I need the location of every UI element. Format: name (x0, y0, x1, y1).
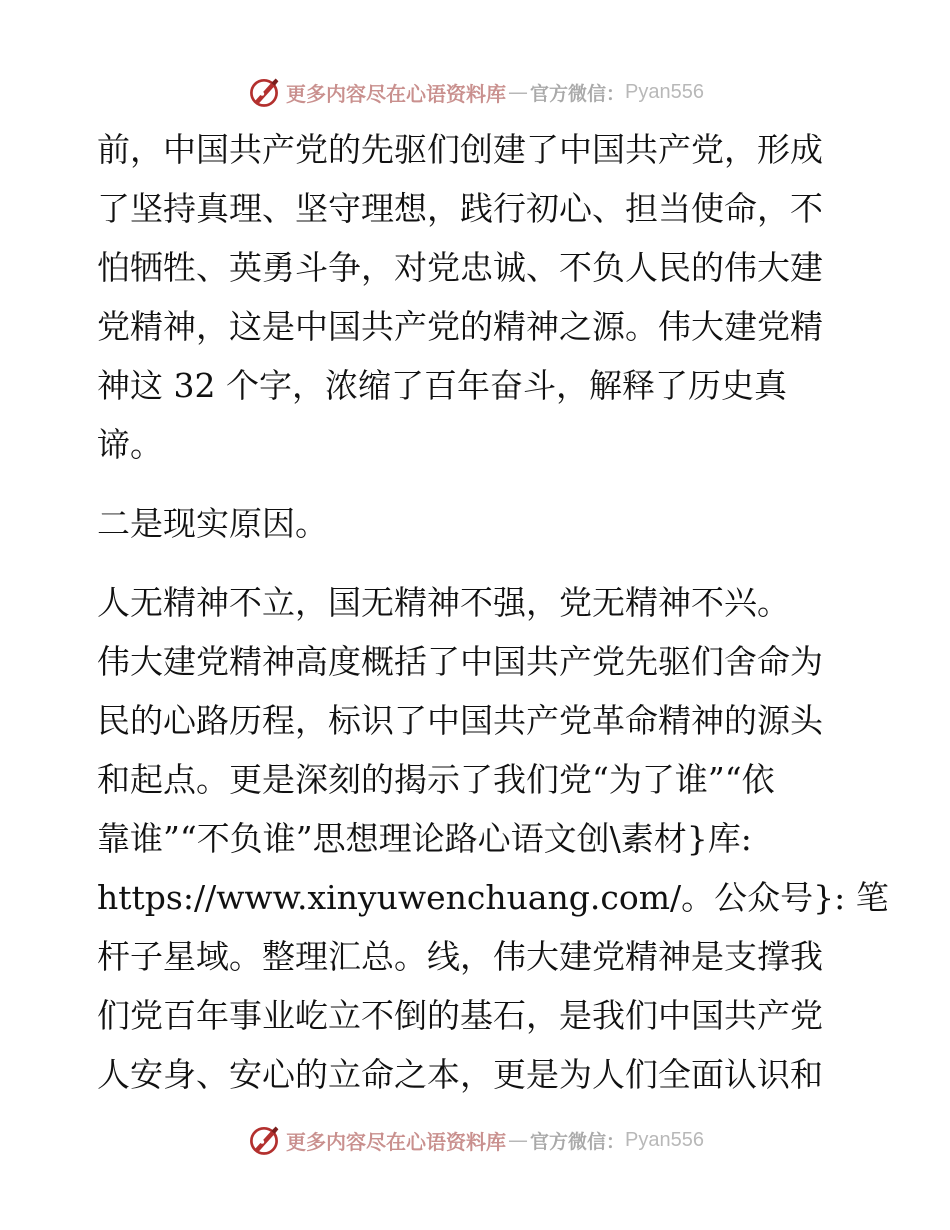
watermark-text: 更多内容尽在心语资料库 (286, 81, 506, 106)
text-line: 杆子星域。整理汇总。线，伟大建党精神是支撑我 (97, 937, 823, 976)
text-line: 党精神，这是中国共产党的精神之源。伟大建党精 (97, 307, 823, 346)
pen-logo-icon (246, 74, 282, 110)
paragraph-gap (97, 474, 857, 494)
text-line: 民的心路历程，标识了中国共产党革命精神的源头 (97, 701, 823, 740)
watermark-wechat-label: 官方微信： (530, 1130, 626, 1153)
paragraph-gap (97, 553, 857, 573)
text-line: 们党百年事业屹立不倒的基石，是我们中国共产党 (97, 996, 823, 1035)
text-line: 谛。 (97, 425, 163, 464)
watermark-dash: — (508, 1128, 528, 1152)
pen-logo-icon (246, 1122, 282, 1158)
text-line: 靠谁”“不负谁”思想理论路心语文创\素材}库: (97, 819, 752, 858)
text-line: 前，中国共产党的先驱们创建了中国共产党，形成 (97, 130, 823, 169)
watermark-wechat-id: Pyan556 (625, 1128, 704, 1151)
header-watermark (0, 72, 950, 112)
watermark-dash: — (508, 80, 528, 104)
text-line: 人安身、安心的立命之本，更是为人们全面认识和 (97, 1055, 823, 1094)
section-heading (97, 494, 857, 553)
text-line: 怕牺牲、英勇斗争，对党忠诚、不负人民的伟大建 (97, 248, 823, 287)
paragraph-reality (97, 573, 889, 1104)
text-line: https://www.xinyuwenchuang.com/。公众号}: 笔 (97, 878, 889, 917)
text-line: 和起点。更是深刻的揭示了我们党“为了谁”“依 (97, 760, 775, 799)
text-line: 了坚持真理、坚守理想，践行初心、担当使命，不 (97, 189, 823, 228)
watermark-text: 更多内容尽在心语资料库 (286, 1129, 506, 1154)
document-body (97, 120, 889, 1104)
heading-line: 二是现实原因。 (97, 504, 328, 543)
watermark-wechat-label: 官方微信： (530, 82, 626, 105)
footer-watermark (0, 1120, 950, 1160)
text-line: 神这 32 个字，浓缩了百年奋斗，解释了历史真 (97, 366, 787, 405)
text-line: 伟大建党精神高度概括了中国共产党先驱们舍命为 (97, 642, 823, 681)
paragraph-intro (97, 120, 857, 474)
text-line: 人无精神不立，国无精神不强，党无精神不兴。 (97, 583, 790, 622)
watermark-wechat-id: Pyan556 (625, 80, 704, 103)
